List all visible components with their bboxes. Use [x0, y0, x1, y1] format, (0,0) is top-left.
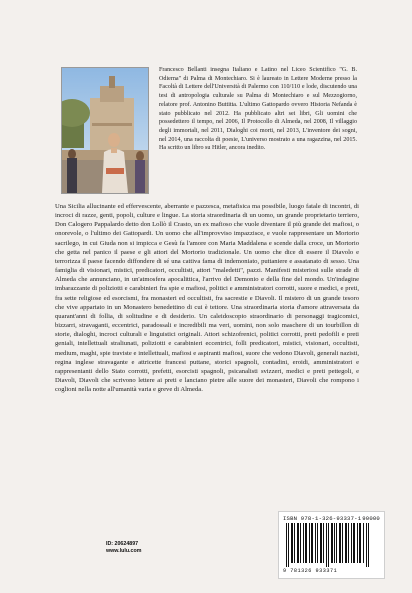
synopsis-text: Una Sicilia allucinante ed effervescente, aberrante e pazzesca, metafisica ma possibile, luogo fatale di incontri, di incroci di razze, genti, popoli, culture e lingue. La storia straordinaria di un uomo, un grande proprietario terriero, Don Calogero Pappalardo detto don Lollò il Crasto, un ex mafioso che vuole diventare il più grande dei mafiosi, o onorevole, o l'ultimo dei Gattopardi. Un uomo che all'improvviso impazzisce, e vuole rappresentare un Mortorio sacrilego, in cui Giuda non si impicca e Gesù fa l'amore con Maria Maddalena e scende dalla croce, un Mortorio che getta nel panico il paese e gli attori del Mortorio tradizionale. Un uomo che dice di essere il Diavolo e terrorizza il paese facendo diffondere di sé una cattiva fama di indemoniato, puttaniere e assatanato di sesso. Una famiglia di visionari, mistici, predicatori, occultisti, attori "maledetti", pazzi. Manifesti misteriosi sulle strade di Almeda che annunciano, in un'atmosfera apocalittica, l'arrivo del Demonio e della fine del mondo. Un'indagine imbarazzante di poliziotti e carabinieri fra spie e mafiosi, politici e amministratori corrotti, suore e medici, e preti, fra sette religiose ed esorcismi, fra monasteri ed occultisti, fra sacrestie e Diavoli. Il mistero di un grande tesoro che vive appartato in un Monastero benedettino di cui è tettore. Una straordinaria storia d'amore attraversata da quarant'anni di follia, di solitudine e di desiderio. Un caleidoscopio straordinario di personaggi tragicomici, bizzarri, stravaganti, eccentrici, paradossali e incredibili ma veri, uomini, non solo maschere di un tourbillon di storie, dialoghi, incroci culturali e linguistici originali. Attori schizofrenici, politici corrotti, preti pedofili e preti geniali, intellettuali straliunati, poliziotti e carabinieri eccentrici, folli predicatori, mistici, visionari, occultisti, medium, maghi, spie traviste e intellettuali, mafiosi e aspiranti mafiosi, suore che vedono Diavoli, generali nazisti, regina inglese stravagante e attricette francesi puttane, storici spagnoli, contadini, eroidi, amministratori e rappresentanti dello Stato corrotti, prefetti, esorcisti spagnoli, psicanalisti svizzeri, medici e preti pettegoli, e Diavoli, Diavoli che scrivono lettere ai preti e lanciano pietre alle suore dei monasteri, Diavoli che rompono i coglioni nella notte all'umanità varia e greve di Almeda. — [55, 203, 359, 394]
isbn-text: ISBN 978-1-326-93337-1 — [283, 515, 362, 522]
barcode-number: 9 781326 933371 — [283, 568, 338, 574]
author-photo — [61, 67, 149, 194]
author-photo-image — [62, 68, 148, 193]
publisher-info — [106, 541, 141, 555]
isbn-price-code: 90000 — [362, 515, 380, 522]
barcode-icon — [284, 523, 379, 567]
barcode-box — [278, 511, 385, 579]
book-id: ID: 20624897 — [106, 541, 139, 547]
isbn-line — [283, 515, 380, 522]
author-bio: Francesco Bellanti insegna Italiano e Latino nel Liceo Scientifico "G. B. Odierna" di Palma di Montechiaro. Si è laureato in Lettere Moderne presso la Facoltà di Lettere dell'Università di Palermo con 110/110 e lode, discutendo una tesi di antropologia culturale su Palma di Montechiaro e sul Mezzogiorno, relatore prof. Antonino Buttitta. L'ultimo Gattopardo ovvero Historia Nefanda è stato pubblicato nel 2012. Ha pubblicato altri sei libri, Gli uomini che possedettero il tempo, nel 2006, Il Protocollo di Almeda, nel 2008, Il villaggio degli immortali, nel 2011, Dialoghi coi morti, nel 2013, L'inventore dei sogni, nel 2014, una raccolta di poesie, L'universo mostrato a una ragazzina, nel 2015. Ha scritto un libro su Hitler, ancora inedito. — [159, 67, 357, 152]
publisher-site: www.lulu.com — [106, 548, 142, 554]
